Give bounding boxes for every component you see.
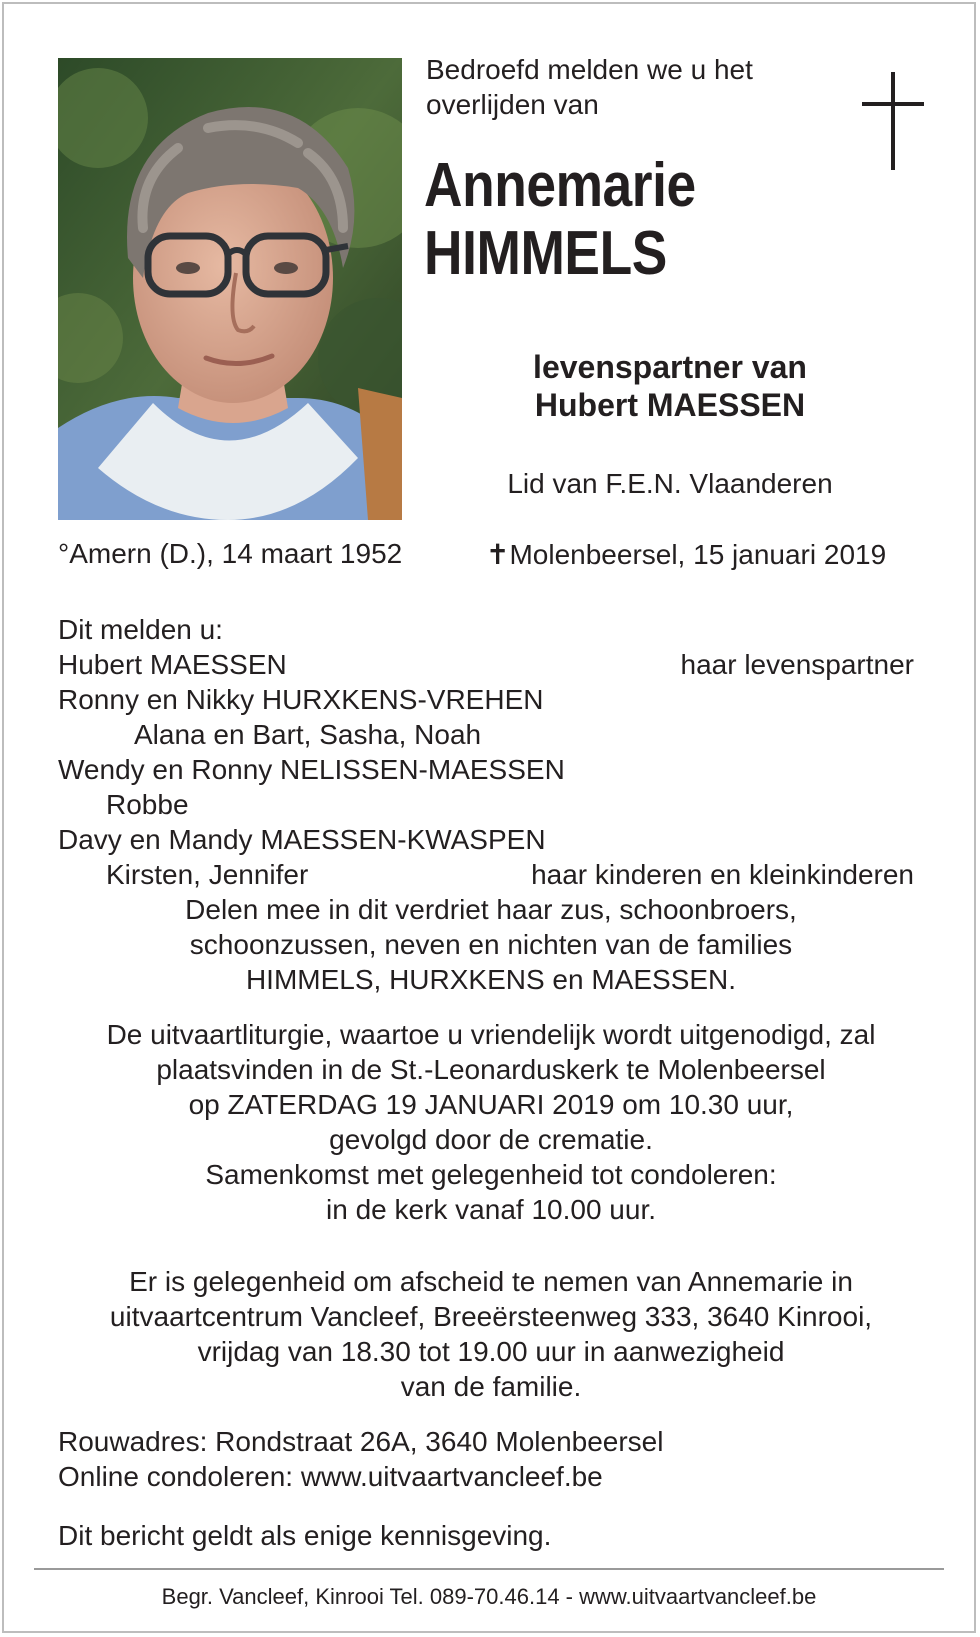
share-line: Delen mee in dit verdriet haar zus, schoonbroers, [185, 894, 797, 925]
footer-text: Begr. Vancleef, Kinrooi Tel. 089-70.46.14 - www.uitvaartvancleef.be [161, 1584, 817, 1609]
first-name: Annemarie [424, 151, 696, 220]
family-row [58, 822, 924, 857]
visit-paragraph [58, 1264, 924, 1404]
deceased-name [424, 152, 696, 288]
family-role: haar levenspartner [680, 649, 914, 680]
family-heading: Dit melden u: [58, 614, 223, 645]
family-name: Ronny en Nikky HURXKENS-VREHEN [58, 684, 544, 715]
family-row [58, 682, 924, 717]
family-row [58, 647, 924, 682]
address-block [58, 1424, 663, 1494]
family-name: Hubert MAESSEN [58, 649, 287, 680]
share-line: HIMMELS, HURXKENS en MAESSEN. [245, 964, 737, 995]
funeral-line: plaatsvinden in de St.-Leonarduskerk te Molenbeersel [156, 1054, 826, 1085]
funeral-line: gevolgd door de crematie. [329, 1124, 653, 1155]
partner-label: levenspartner van [533, 349, 807, 385]
family-name: Davy en Mandy MAESSEN-KWASPEN [58, 824, 546, 855]
footer-divider [34, 1568, 944, 1570]
funeral-line: De uitvaartliturgie, waartoe u vriendelijk wordt uitgenodigd, zal [106, 1019, 876, 1050]
family-row [58, 717, 924, 752]
partner-name: Hubert MAESSEN [534, 387, 806, 423]
online-condolence: Online condoleren: www.uitvaartvancleef.be [58, 1461, 603, 1492]
family-list [58, 612, 924, 892]
last-name: HIMMELS [424, 219, 667, 288]
visit-line: vrijdag van 18.30 tot 19.00 uur in aanwezigheid [197, 1336, 785, 1367]
intro-text [426, 52, 826, 122]
family-name: Alana en Bart, Sasha, Noah [134, 719, 482, 750]
funeral-line: in de kerk vanaf 10.00 uur. [326, 1194, 656, 1225]
funeral-paragraph [58, 1017, 924, 1227]
partner-info [420, 348, 920, 424]
portrait-photo [58, 58, 402, 520]
share-paragraph [58, 892, 924, 997]
funeral-line: Samenkomst met gelegenheid tot condoleren: [205, 1159, 777, 1190]
family-row [58, 752, 924, 787]
funeral-line: op ZATERDAG 19 JANUARI 2019 om 10.30 uur, [188, 1089, 794, 1120]
family-role: haar kinderen en kleinkinderen [531, 859, 914, 890]
intro-line: Bedroefd melden we u het [426, 54, 753, 85]
visit-line: uitvaartcentrum Vancleef, Breeërsteenweg 333, 3640 Kinrooi, [109, 1301, 873, 1332]
family-name: Kirsten, Jennifer [106, 859, 309, 890]
family-name: Robbe [106, 789, 189, 820]
family-row [58, 787, 924, 822]
death-date: ✝Molenbeersel, 15 januari 2019 [486, 539, 887, 570]
family-row [58, 857, 924, 892]
membership: Lid van F.E.N. Vlaanderen [507, 468, 833, 499]
intro-line: overlijden van [426, 89, 599, 120]
cross-icon [862, 72, 924, 170]
notice-text: Dit bericht geldt als enige kennisgeving. [58, 1520, 552, 1551]
visit-line: van de familie. [400, 1371, 582, 1402]
visit-line: Er is gelegenheid om afscheid te nemen van Annemarie in [129, 1266, 853, 1297]
family-name: Wendy en Ronny NELISSEN-MAESSEN [58, 754, 565, 785]
mourning-address: Rouwadres: Rondstraat 26A, 3640 Molenbeersel [58, 1426, 664, 1457]
share-line: schoonzussen, neven en nichten van de families [189, 929, 793, 960]
birth-date: °Amern (D.), 14 maart 1952 [58, 538, 403, 569]
